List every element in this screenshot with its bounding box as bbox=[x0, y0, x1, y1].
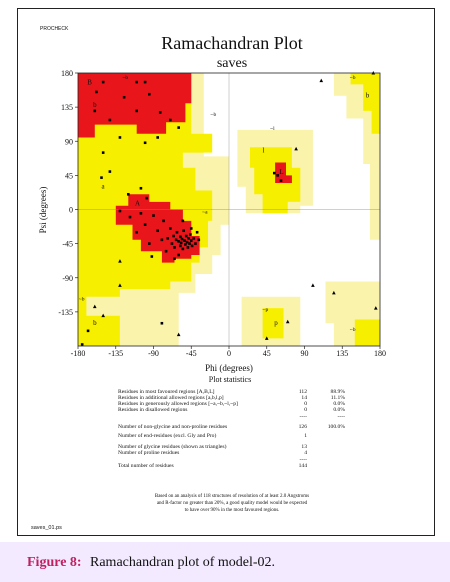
x-tick-label: -45 bbox=[185, 349, 197, 358]
statistics-row-label: Total number of residues bbox=[118, 463, 174, 469]
x-tick-label: -180 bbox=[70, 349, 86, 358]
residue-point bbox=[161, 239, 164, 242]
region-label: ~l bbox=[270, 125, 275, 132]
region-label: ~b bbox=[349, 326, 356, 333]
residue-point bbox=[81, 343, 84, 346]
residue-point bbox=[156, 136, 159, 139]
statistics-row-percent: 0.0% bbox=[333, 407, 345, 413]
statistics-row-label: Number of glycine residues (shown as triangles) bbox=[118, 444, 227, 450]
residue-point bbox=[148, 93, 151, 96]
region-label: ~b bbox=[122, 75, 129, 82]
statistics-row-percent: 11.1% bbox=[330, 395, 345, 401]
residue-point bbox=[182, 248, 185, 251]
statistics-row-count: 14 bbox=[301, 395, 307, 401]
residue-point bbox=[95, 91, 98, 94]
residue-point bbox=[190, 227, 193, 230]
statistics-separator: ---- bbox=[299, 457, 307, 463]
region-label: ~a bbox=[202, 209, 208, 216]
y-tick-label: 0 bbox=[69, 205, 73, 215]
residue-point bbox=[144, 223, 147, 226]
residue-point bbox=[129, 216, 132, 219]
residue-point bbox=[191, 245, 194, 248]
y-tick-label: -90 bbox=[62, 273, 73, 283]
residue-point bbox=[173, 246, 176, 249]
residue-point bbox=[171, 242, 174, 245]
statistics-row-count: 126 bbox=[298, 424, 307, 430]
residue-point bbox=[172, 235, 175, 238]
statistics-row-count: 0 bbox=[304, 401, 307, 407]
statistics-row-label: Residues in most favoured regions [A,B,L] bbox=[118, 389, 215, 395]
residue-point bbox=[87, 330, 90, 333]
residue-point bbox=[177, 126, 180, 129]
residue-point bbox=[135, 231, 138, 234]
residue-point bbox=[165, 250, 168, 253]
y-tick-label: 135 bbox=[61, 103, 73, 113]
residue-point bbox=[144, 141, 147, 144]
residue-point bbox=[123, 96, 126, 99]
residue-point bbox=[140, 187, 143, 190]
residue-point bbox=[93, 110, 96, 113]
y-tick-label: -135 bbox=[58, 307, 73, 317]
residue-point bbox=[183, 239, 186, 242]
residue-point bbox=[192, 237, 195, 240]
residue-point bbox=[190, 239, 193, 242]
glycine-point bbox=[311, 283, 315, 287]
residue-point bbox=[185, 235, 188, 238]
statistics-row-label: Number of proline residues bbox=[118, 450, 180, 456]
statistics-row-label: Number of non-glycine and non-proline residues bbox=[118, 424, 228, 430]
residue-point bbox=[177, 254, 180, 257]
region-additional-right-bottom bbox=[355, 320, 380, 347]
residue-point bbox=[184, 243, 187, 246]
region-label: p bbox=[274, 318, 278, 327]
figure-caption bbox=[0, 542, 450, 582]
residue-point bbox=[156, 229, 159, 232]
residue-point bbox=[196, 231, 199, 234]
residue-point bbox=[127, 193, 130, 196]
statistics-separator: ---- bbox=[299, 414, 307, 420]
residue-point bbox=[181, 238, 184, 241]
statistics-row-count: 1 bbox=[304, 433, 307, 439]
residue-point bbox=[182, 229, 185, 232]
region-label: A bbox=[135, 199, 141, 208]
residue-point bbox=[188, 242, 191, 245]
residue-point bbox=[159, 111, 162, 114]
region-additional-bottom-left bbox=[78, 316, 120, 346]
region-label: ~b bbox=[78, 296, 85, 303]
x-tick-label: 45 bbox=[262, 349, 271, 358]
region-label: ~b bbox=[210, 112, 217, 119]
plot-statistics bbox=[118, 375, 345, 513]
residue-point bbox=[166, 237, 169, 240]
statistics-row-count: 4 bbox=[304, 450, 307, 456]
residue-point bbox=[189, 233, 192, 236]
region-label: B bbox=[87, 78, 92, 87]
x-tick-label: 180 bbox=[374, 349, 386, 358]
statistics-header: Plot statistics bbox=[208, 375, 252, 384]
statistics-row-count: 144 bbox=[298, 463, 307, 469]
statistics-row-count: 112 bbox=[298, 389, 307, 395]
residue-point bbox=[140, 212, 143, 215]
footnote-line-2: and R-factor no greater than 20%, a good quality model would be expected bbox=[156, 501, 308, 506]
residue-point bbox=[169, 227, 172, 230]
statistics-row-percent: 88.9% bbox=[330, 389, 345, 395]
statistics-row-percent: 0.0% bbox=[333, 401, 345, 407]
y-tick-label: 45 bbox=[65, 171, 73, 181]
x-axis-label: Phi (degrees) bbox=[205, 363, 253, 373]
residue-point bbox=[176, 231, 179, 234]
residue-point bbox=[109, 170, 112, 173]
residue-point bbox=[109, 119, 112, 122]
program-name: PROCHECK bbox=[40, 26, 69, 32]
footnote-line-3: to have over 90% in the most favoured regions. bbox=[184, 508, 280, 513]
residue-point bbox=[162, 220, 165, 223]
region-label: l bbox=[262, 146, 265, 155]
residue-point bbox=[276, 174, 279, 177]
residue-point bbox=[280, 179, 283, 182]
y-tick-label: -45 bbox=[62, 239, 73, 249]
x-tick-label: -90 bbox=[148, 349, 159, 358]
residue-point bbox=[135, 110, 138, 113]
residue-point bbox=[152, 214, 155, 217]
region-label: b bbox=[93, 318, 97, 327]
residue-point bbox=[151, 255, 154, 258]
residue-point bbox=[148, 242, 151, 245]
residue-point bbox=[173, 257, 176, 260]
residue-point bbox=[177, 240, 180, 243]
statistics-row-count: 0 bbox=[304, 407, 307, 413]
residue-point bbox=[144, 81, 147, 84]
caption-text: Ramachandran plot of model-02. bbox=[90, 555, 276, 570]
residue-point bbox=[100, 176, 103, 179]
region-label: b bbox=[93, 101, 97, 110]
statistics-row-label: Residues in generously allowed regions [~a,~b,~l,~p] bbox=[118, 401, 238, 407]
y-tick-label: 180 bbox=[61, 69, 73, 78]
glycine-point bbox=[319, 79, 323, 83]
statistics-row-label: Number of end-residues (excl. Gly and Pro) bbox=[118, 433, 217, 439]
statistics-rows bbox=[118, 388, 345, 469]
residue-point bbox=[102, 81, 105, 84]
footnote-line-1: Based on an analysis of 118 structures of resolution of at least 2.0 Angstroms bbox=[154, 494, 310, 499]
x-tick-label: -135 bbox=[108, 349, 124, 358]
residue-point bbox=[119, 210, 122, 213]
chart-title: Ramachandran Plot bbox=[161, 33, 303, 53]
region-label: ~b bbox=[349, 75, 356, 82]
residue-point bbox=[175, 239, 178, 242]
residue-point bbox=[186, 241, 189, 244]
residue-point bbox=[161, 322, 164, 325]
residue-point bbox=[194, 242, 197, 245]
region-label: b bbox=[365, 91, 370, 100]
region-label: L bbox=[279, 167, 284, 176]
y-axis-label: Psi (degrees) bbox=[38, 186, 48, 234]
y-tick-label: 90 bbox=[65, 137, 73, 147]
residue-point bbox=[169, 119, 172, 122]
residue-point bbox=[102, 151, 105, 154]
residue-point bbox=[179, 236, 182, 239]
x-tick-label: 135 bbox=[336, 349, 349, 358]
residue-point bbox=[135, 81, 138, 84]
residue-point bbox=[145, 197, 148, 200]
statistics-row-percent: 100.0% bbox=[327, 424, 345, 430]
region-label: ~p bbox=[262, 307, 269, 314]
file-label: saves_01.ps bbox=[31, 525, 62, 531]
x-tick-label: 90 bbox=[300, 349, 309, 358]
statistics-separator: ---- bbox=[337, 414, 345, 420]
residue-point bbox=[119, 136, 122, 139]
residue-point bbox=[187, 237, 190, 240]
residue-point bbox=[180, 242, 183, 245]
statistics-row-label: Residues in additional allowed regions [a,b,l,p] bbox=[118, 395, 224, 401]
statistics-row-label: Residues in disallowed regions bbox=[118, 407, 188, 413]
caption-label: Figure 8: bbox=[27, 555, 82, 570]
statistics-row-count: 13 bbox=[301, 444, 307, 450]
residue-point bbox=[198, 239, 201, 242]
residue-point bbox=[179, 245, 182, 248]
x-tick-label: 0 bbox=[227, 349, 231, 358]
chart-subtitle: saves bbox=[216, 56, 248, 71]
residue-point bbox=[187, 246, 190, 249]
residue-point bbox=[182, 220, 185, 223]
region-label: a bbox=[101, 182, 105, 191]
residue-point bbox=[273, 172, 276, 175]
